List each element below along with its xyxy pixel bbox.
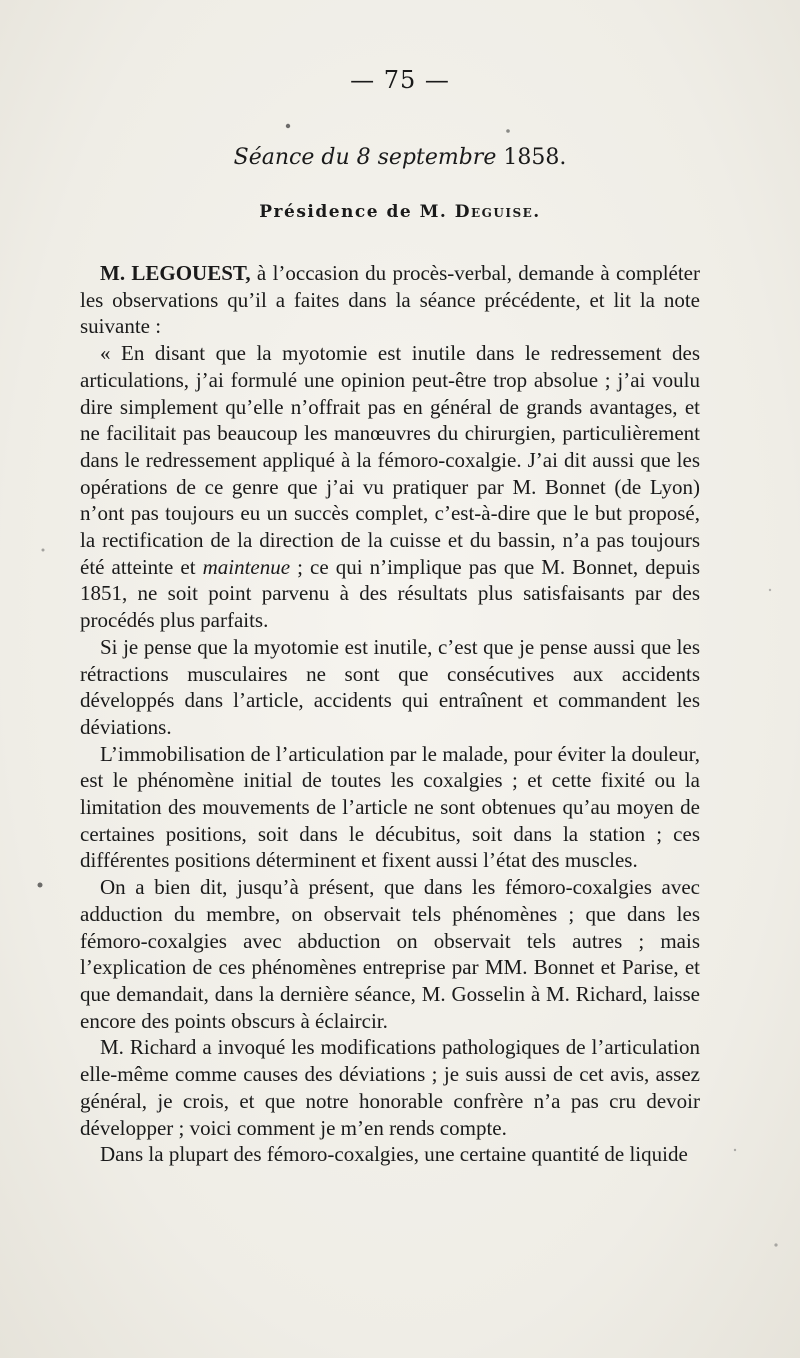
session-heading <box>0 145 800 170</box>
page-number: — 75 — <box>350 66 450 94</box>
paragraph-6: M. Richard a invoqué les modifications pathologiques de l’articulation elle-même comme causes des déviations ; je suis aussi de cet avis, assez général, je crois, et que notre honorable confrère n’a pas cru devoir développer ; voici comment je m’en rends compte. <box>80 1035 700 1140</box>
presidency-prefix: Présidence de M. <box>259 202 448 222</box>
paragraph-1 <box>80 260 700 340</box>
paragraph-3: Si je pense que la myotomie est inutile, c’est que je pense aussi que les rétractions musculaires ne sont que consécutives aux accidents développés dans l’article, accidents qui entraînent et commandent les déviations. <box>80 634 700 739</box>
paragraph-2-emphasis: maintenue <box>202 554 291 579</box>
session-date: Séance du 8 septembre <box>233 145 497 170</box>
paragraph-2-text-before: « En disant que la myotomie est inutile dans le redressement des articulations, j’ai formulé une opinion peut-être trop absolue ; j’ai voulu dire simplement qu’elle n’offrait pas en général de grands avantages, et ne facilitait pas beaucoup les manœuvres du chirurgien, particulièrement dans le redressement appliqué à la fémoro-coxalgie. J’ai dit aussi que les opérations de ce genre que j’ai vu pratiquer par M. Bonnet (de Lyon) n’ont pas toujours eu un succès complet, c’est-à-dire que le but proposé, la rectification de la direction de la cuisse et du bassin, n’a pas toujours été atteinte et <box>80 341 700 579</box>
paragraph-2 <box>80 340 700 634</box>
body-text <box>80 260 700 1168</box>
paragraph-2-text-after: ; ce qui n’implique pas que M. Bonnet, depuis 1851, ne soit point parvenu à des résultats plus satisfaisants par des procédés plus parfaits. <box>80 554 700 633</box>
paragraph-5: On a bien dit, jusqu’à présent, que dans les fémoro-coxalgies avec adduction du membre, on observait tels phénomènes ; que dans les fémoro-coxalgies avec abduction on observait tels autres ; mais l’explication de ces phénomènes entreprise par MM. Bonnet et Parise, et que demandait, dans la dernière séance, M. Gosselin à M. Richard, laisse encore des points obscurs à éclaircir. <box>80 875 700 1033</box>
speaker-name: M. LEGOUEST, <box>100 261 251 285</box>
presidency-line <box>0 202 800 222</box>
paragraph-1-text: à l’occasion du procès-verbal, demande à compléter les observations qu’il a faites dans la séance précédente, et lit la note suivante : <box>80 261 700 339</box>
president-name: Deguise. <box>454 202 541 222</box>
paragraph-4: L’immobilisation de l’articulation par le malade, pour éviter la douleur, est le phénomène initial de toutes les coxalgies ; et cette fixité ou la limitation des mouvements de l’article ne sont obtenues qu’au moyen de certaines positions, soit dans le décubitus, soit dans la station ; ces différentes positions déterminent et fixent aussi l’état des muscles. <box>80 741 700 873</box>
session-year: 1858. <box>503 145 567 170</box>
paragraph-7: Dans la plupart des fémoro-coxalgies, une certaine quantité de liquide <box>100 1142 688 1167</box>
